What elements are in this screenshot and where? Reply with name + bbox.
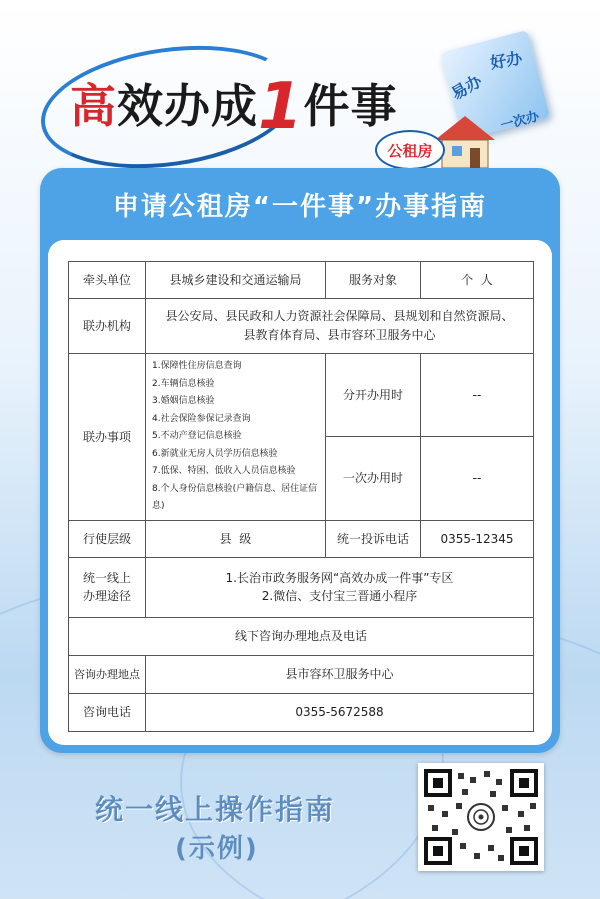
offline-header: 线下咨询办理地点及电话 [69,617,534,655]
joint-items-list [146,354,326,521]
cube-label: 易办 [447,71,486,104]
list-item: 5.不动产登记信息核验 [152,431,242,442]
online-channel-item: 1.长治市政务服务网“高效办成一件事”专区 [225,570,454,585]
cube-label: 好办 [488,48,524,73]
lead-unit-label: 牵头单位 [69,262,146,299]
list-item: 3.婚姻信息核验 [152,396,215,407]
service-target-value: 个 人 [421,262,534,299]
list-item: 1.保障性住房信息查询 [152,361,242,371]
level-label: 行使层级 [69,520,146,557]
table-row [69,354,534,437]
cube-label: 一次办 [499,109,541,134]
online-label-line: 统一线上 [82,570,131,585]
complaint-phone-value: 0355-12345 [421,520,534,557]
online-channel-label [69,557,146,617]
lead-unit-value: 县城乡建设和交通运输局 [146,262,326,299]
qr-code-icon [422,767,540,867]
table-row [69,693,534,731]
joint-items-label: 联办事项 [69,354,146,521]
footer-subtitle: (示例) [175,834,259,864]
table-row [69,617,534,655]
list-item: 7.低保、特困、低收入人员信息核验 [152,466,296,477]
separate-time-label: 分开办用时 [326,354,421,437]
consult-place-value: 县市容环卫服务中心 [146,655,534,693]
table-row [69,557,534,617]
qr-code[interactable] [418,763,544,871]
online-channel-item: 2.微信、支付宝三晋通小程序 [261,589,418,604]
joint-org-label: 联办机构 [69,299,146,354]
level-value: 县 级 [146,520,326,557]
joint-org-value: 县公安局、县民政和人力资源社会保障局、县规划和自然资源局、县教育体育局、县市容环卫服务中心 [146,299,534,354]
list-item: 6.新就业无房人员学历信息核验 [152,448,278,459]
consult-place-label: 咨询办理地点 [69,655,146,693]
online-label-line: 办理途径 [82,589,131,604]
once-time-value: -- [421,437,534,520]
footer-title: 统一线上操作指南 [95,793,336,826]
consult-phone-label: 咨询电话 [69,693,146,731]
list-item: 4.社会保险参保记录查询 [152,413,251,424]
guide-table-panel [48,240,552,745]
consult-phone-value: 0355-5672588 [146,693,534,731]
list-item: 8.个人身份信息核验(户籍信息、居住证信息) [152,483,318,512]
list-item: 2.车辆信息核验 [152,378,215,389]
once-time-label: 一次办用时 [326,437,421,520]
public-housing-badge: 公租房 [375,130,445,170]
table-row [69,299,534,354]
table-row [69,262,534,299]
guide-card [40,168,560,753]
service-target-label: 服务对象 [326,262,421,299]
complaint-phone-label: 统一投诉电话 [326,520,421,557]
guide-table [68,261,534,732]
banner-title-text: 高效办成1件事 [70,70,398,144]
guide-title: 申请公租房“一件事”办事指南 [112,192,488,222]
separate-time-value: -- [421,354,534,437]
table-row [69,520,534,557]
table-row [69,655,534,693]
online-channel-value [146,557,534,617]
